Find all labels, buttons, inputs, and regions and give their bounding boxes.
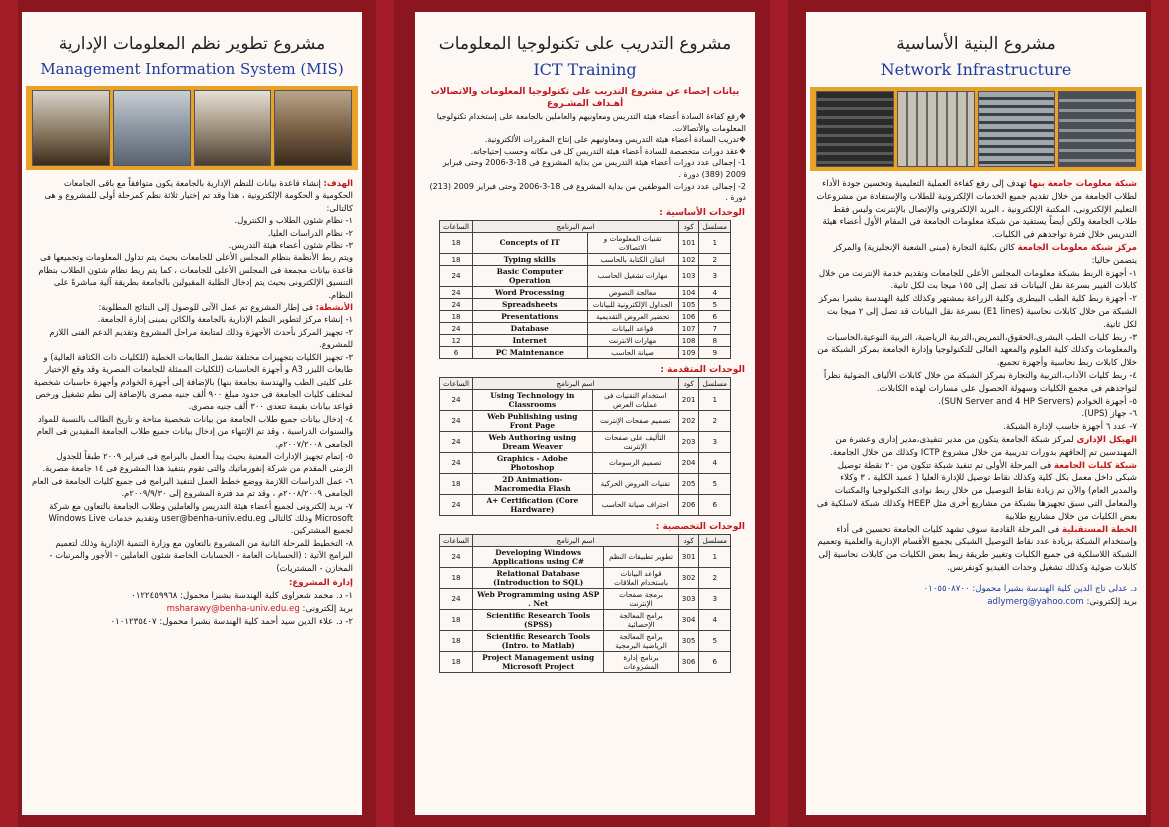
network-list-item: ٥- أجهزة الخوادم (SUN Server and 4 HP Servers). [938, 396, 1137, 407]
course-name-en: Scientific Research Tools (SPSS) [473, 609, 604, 630]
course-seq: 8 [699, 334, 731, 346]
course-code: 305 [678, 630, 699, 651]
mis-list-item: ٧- بريد إلكترونى لجميع أعضاء هيئة التدريس والعاملين وطلاب الجامعة بالتعاون مع شركة Microsoft وذلك كالتالى user@benha-univ.edu.eg وتقديم خدمات Windows Live لجميع المشتركين. [48, 500, 353, 536]
code-header: كود [678, 377, 699, 389]
project-management-label: إدارة المشروع: [289, 578, 353, 588]
mis-list-item: ٢- نظام الدراسات العليا. [268, 227, 353, 238]
course-seq: 3 [699, 431, 731, 452]
course-seq: 5 [699, 473, 731, 494]
mis-paragraph: الهدف: إنشاء قاعدة بيانات للنظم الإدارية بالجامعة يكون متوافقاً مع باقى الجامعات الحكومية و الحكومة الإلكترونية ، هذا وقد تم إختيار ثلاثة نظم كمرحلة أولى للمشروع و هى كالتالى: [44, 178, 353, 213]
course-name-ar: تصميم الرسومات [592, 452, 678, 473]
network-body [806, 178, 1146, 575]
course-seq: 4 [699, 452, 731, 473]
course-name-en: Typing skills [473, 253, 587, 265]
mis-list-item: ١- نظام شئون الطلاب و الكنترول. [234, 215, 353, 226]
course-seq: 5 [699, 298, 731, 310]
course-name-ar: تحضير العروض التقديمية [587, 310, 678, 322]
course-row [440, 630, 731, 651]
course-code: 106 [678, 310, 699, 322]
mis-list-item: ٦- عمل الدراسات اللازمة ووضع خطط العمل لتنفيذ البرامج فى جميع كليات الجامعة فى العام الجامعى ٢٠٠٨/٢٠٠٩م ، وقد تم مد فترة المشروع إلى ٢٠٠٩/٩/٣٠م. [32, 475, 353, 499]
stat-item: 2- إجمالى عدد دورات الموظفين من بداية المشروع فى 18-3-2006 وحتى فبراير 2009 (213) دورة . [429, 181, 746, 203]
course-row [440, 651, 731, 672]
course-hours: 24 [440, 546, 473, 567]
mis-list-item: ٣- نظام شئون أعضاء هيئة التدريس. [228, 240, 353, 251]
program-name-header: اسم البرنامج [473, 220, 679, 232]
course-row [440, 546, 731, 567]
course-code: 202 [678, 410, 699, 431]
course-name-en: Word Processing [473, 286, 587, 298]
course-name-ar: التأليف على صفحات الإنترنت [592, 431, 678, 452]
course-code: 204 [678, 452, 699, 473]
goal-item: ❖رفع كفاءة السادة أعضاء هيئة التدريس ومعاونيهم والعاملين بالجامعة على إستخدام تكنولوجيا المعلومات والأتصالات. [436, 112, 746, 133]
network-photo-strip [810, 87, 1142, 171]
mis-body [22, 177, 362, 574]
network-list-item: ١- أجهزة الربط بشبكة معلومات المجلس الأعلى للجامعات وتقديم خدمة الإنترنت من خلال كابلات الفيبر بسرعة نقل البيانات قد تصل إلى ١٥٥ ميجا بت لكل ثانية. [818, 268, 1137, 292]
course-name-ar: اتقان الكتابة بالحاسب [587, 253, 678, 265]
mis-list-item: ٣- تجهيز الكليات بتجهيزات مختلفة تشمل الطابعات الخطية (للكليات ذات الكثافة العالية) و طابعات الليزر A3 و أجهزة الحاسبات (للكليات الممثلة للجامعات المصرية وقد وقع الإختيار على كليتى الطب والهندسة بجامعة بنها) بالإضافة إلى أجهزة الخوادم وأجهزة حاسبات شخصية لمختلف كليات الجامعة فى حدود مبلغ ٩٠٠ ألف جنيه مصرى بالإضافة إلى نظم تشغيل ورخص قواعد بيانات بقيمة تتعدى ٣٠٠ ألف جنيه مصرى. [33, 351, 353, 412]
office-photo [32, 90, 110, 166]
course-name-en: Concepts of IT [473, 232, 587, 253]
course-hours: 24 [440, 322, 473, 334]
email-link[interactable]: msharawy@benha-univ.edu.eg [166, 604, 300, 614]
course-name-ar: برنامج إدارة المشروعات [604, 651, 678, 672]
advanced-units-table [439, 377, 731, 516]
contact-line: د. عدلى تاج الدين كلية الهندسة بشبرا محمول: ٠١٠٥٥٠٨٧٠٠ [923, 583, 1137, 594]
mis-list-item: ٥- إتمام تجهيز الإدارات المعنية بحيث يبدأ العمل بالبرامج فى فبراير ٢٠٠٩ طبقاً للجدول الزمنى المقدم من شركة إنفورماتيك والتى تقوم بتنفيذ هذا المشروع فى ١٤ جامعة مصرية. [42, 450, 353, 474]
mis-title-en: Management Information System (MIS) [40, 60, 344, 78]
course-name-en: Scientific Research Tools (Intro. to Matlab) [473, 630, 604, 651]
goal-item: ❖عقد دورات متخصصة للسادة أعضاء هيئة التدريس كل فى مكانه وحسب إحتياجاته. [470, 146, 746, 156]
mis-panel [22, 12, 362, 815]
code-header: كود [678, 220, 699, 232]
server-room-photo [113, 90, 191, 166]
basic-units-title: الوحدات الأساسية : [659, 207, 745, 218]
course-code: 102 [678, 253, 699, 265]
course-name-ar: تقنيات العروض الحركية [592, 473, 678, 494]
course-name-en: Web Publishing using Front Page [473, 410, 593, 431]
course-row [440, 310, 731, 322]
course-name-ar: مهارات تشغيل الحاسب [587, 265, 678, 286]
course-code: 206 [678, 494, 699, 515]
program-name-header: اسم البرنامج [473, 534, 679, 546]
course-code: 104 [678, 286, 699, 298]
mis-paragraph: الأنشطة: فى إطار المشروع تم عمل الآتى للوصول إلى النتائج المطلوبة: [98, 302, 353, 313]
course-name-en: Web Programming using ASP . Net [473, 588, 604, 609]
course-name-en: Internet [473, 334, 587, 346]
mis-list-item: ٨- التخطيط للمرحلة الثانية من المشروع بالتعاون مع وزارة التنمية الإدارية وذلك لتعميم البرامج الآتية : (الحسابات العامة - الحسابات الخاصة شئون العاملين - الأجور والمرتبات - المخازن - المشتريات) [49, 537, 353, 573]
course-row [440, 322, 731, 334]
fold-stripe-2 [770, 0, 788, 827]
course-hours: 24 [440, 494, 473, 515]
mis-list-item: ٢- تجهيز المركز بأحدث الأجهزة وذلك لمتابعة مراحل المشروع وتقديم الدعم الفنى اللازم للمشروع. [49, 326, 353, 350]
course-code: 107 [678, 322, 699, 334]
course-code: 304 [678, 609, 699, 630]
course-code: 101 [678, 232, 699, 253]
course-row [440, 298, 731, 310]
course-name-ar: برامج المعالجة الإحصائية [604, 609, 678, 630]
email-line: بريد إلكترونى: msharawy@benha-univ.edu.eg [166, 604, 353, 614]
course-name-en: Graphics - Adobe Photoshop [473, 452, 593, 473]
course-seq: 6 [699, 494, 731, 515]
fold-stripe-1 [376, 0, 394, 827]
course-row [440, 588, 731, 609]
course-hours: 24 [440, 452, 473, 473]
course-seq: 4 [699, 609, 731, 630]
network-title-ar: مشروع البنية الأساسية [896, 34, 1056, 54]
course-row [440, 286, 731, 298]
mis-contacts [22, 577, 362, 629]
course-code: 301 [678, 546, 699, 567]
course-hours: 24 [440, 431, 473, 452]
course-hours: 18 [440, 253, 473, 265]
course-seq: 6 [699, 651, 731, 672]
program-name-header: اسم البرنامج [473, 377, 679, 389]
course-name-ar: احتراف صيانة الحاسب [592, 494, 678, 515]
course-row [440, 431, 731, 452]
network-paragraph: الخطة المستقبلية فى المرحلة القادمة سوف تشهد كليات الجامعة تحسين فى أداء وإستخدام الشبكة بزيادة عدد نقاط التوصيل الشبكى بجميع الأقسام الإدارية والعلمية وتعميم الشبكة اللاسلكية فى جميع الكليات وتغيير طريقة ربط بعض الكليات من كابلات نحاسية إلى كابلات ضوئية وكذلك تشغيل وحدات الفيديو كونفرنس. [817, 524, 1137, 573]
course-name-en: Web Authoring using Dream Weaver [473, 431, 593, 452]
network-paragraph: الهيكل الإدارى لمركز شبكة الجامعة يتكون من مدير تنفيذى،مدير إدارى وعشرة من المهندسين تم إلحاقهم بدورات تدريبية من خلال مشروع ICTP وكذلك من خلال الجامعة. [830, 434, 1137, 458]
network-list-item: ٤- ربط كليات الآداب،التربية والتجارة بمركز الشبكة من خلال كابلات الألياف الضوئية نظراً لتواجدهم فى مجمع الكليات وسهولة الحصول على مسارات لهذه الكابلات. [823, 370, 1137, 394]
network-paragraph: شبكة كليات الجامعة فى المرحلة الأولى تم تنفيذ شبكة تتكون من ٢٠ نقطة توصيل شبكى داخل معمل بكل كلية وكذلك نقاط توصيل للإدارة العليا ( عميد الكلية ، ٣ وكلاء والمدير العام) والآن تم زيادة نقاط التوصيل من خلال ربط نوادى التكنولوجيا والمكتبات والمعامل التى سبق تجهيزها بشبكة من مشاريع أخرى مثل HEEP وكذلك شبكة لاسلكية فى بعض الكليات من خلال مشاريع طلابية [816, 460, 1137, 522]
course-code: 302 [678, 567, 699, 588]
stat-item: 1- إجمالى عدد دورات أعضاء هيئة التدريس من بداية المشروع فى 18-3-2006 وحتى فبراير 2009 (389) دورة . [442, 158, 746, 179]
course-hours: 24 [440, 298, 473, 310]
course-hours: 18 [440, 232, 473, 253]
course-hours: 18 [440, 567, 473, 588]
course-seq: 7 [699, 322, 731, 334]
course-code: 203 [678, 431, 699, 452]
course-hours: 18 [440, 310, 473, 322]
network-list-item: ٢- أجهزة ربط كلية الطب البيطرى وكلية الزراعة بمشتهر وكذلك كلية الهندسة بشبرا بمركز الشبكة من خلال كابلات نحاسية (E1 lines) بسرعة نقل البيانات قد تصل إلى ٢ ميجا بت لكل ثانية. [818, 294, 1137, 330]
course-name-ar: تطوير تطبيقات النظم [604, 546, 678, 567]
course-name-en: Relational Database (Introduction to SQL) [473, 567, 604, 588]
course-name-ar: تصميم صفحات الإنترنت [592, 410, 678, 431]
course-name-en: A+ Certification (Core Hardware) [473, 494, 593, 515]
course-row [440, 346, 731, 358]
email-link[interactable]: adlymerg@yahoo.com [987, 596, 1084, 607]
course-row [440, 567, 731, 588]
course-name-ar: برامج المعالجة الرياضية البرمجية [604, 630, 678, 651]
course-hours: 18 [440, 473, 473, 494]
course-seq: 5 [699, 630, 731, 651]
ict-title-en: ICT Training [533, 60, 637, 79]
course-hours: 18 [440, 609, 473, 630]
course-hours: 24 [440, 389, 473, 410]
course-code: 105 [678, 298, 699, 310]
network-paragraph: مركز شبكة معلومات الجامعة كائن بكلية التجارة (مبنى الشعبة الإنجليزية) والمركز يتضمن حاليا: [833, 242, 1137, 266]
course-hours: 24 [440, 588, 473, 609]
network-list-item: ٧- عدد ٦ أجهزة حاسب لإدارة الشبكة. [1003, 422, 1137, 433]
course-name-ar: معالجة النصوص [587, 286, 678, 298]
contact-line: ٢- د. علاء الدين سيد أحمد كلية الهندسة بشبرا محمول: ٠١٠١٢٣٥٤٠٧ [110, 617, 353, 627]
seq-header: مسلسل [699, 377, 731, 389]
course-hours: 24 [440, 286, 473, 298]
mis-paragraph: ويتم ربط الأنظمة بنظام المجلس الأعلى للجامعات بحيث يتم تداول المعلومات وتجميعها فى قاعدة بيانات مجمعة فى المجلس الأعلى للجامعات ، كما يتم ربط نظام شئون الطلاب بنظام التنسيق الإلكترونى بحيث يتم إدخال الطلبة المقبولين بالجامعة بطريقة آلية مباشرةً على النظام. [38, 252, 353, 300]
computer-lab-photo [194, 90, 272, 166]
course-name-ar: تقنيات المعلومات و الاتصالات [587, 232, 678, 253]
left-border-stripe [0, 0, 18, 827]
course-hours: 18 [440, 651, 473, 672]
course-seq: 3 [699, 588, 731, 609]
network-rack-photo [897, 91, 975, 167]
course-name-ar: صيانة الحاسب [587, 346, 678, 358]
course-name-ar: الجداول الإلكترونية للبيانات [587, 298, 678, 310]
hours-header: الساعات [440, 377, 473, 389]
course-hours: 24 [440, 265, 473, 286]
course-seq: 2 [699, 253, 731, 265]
course-code: 205 [678, 473, 699, 494]
ict-title-ar: مشروع التدريب على تكنولوجيا المعلومات [438, 34, 732, 54]
course-seq: 2 [699, 567, 731, 588]
course-code: 306 [678, 651, 699, 672]
course-name-en: Spreadsheets [473, 298, 587, 310]
course-seq: 3 [699, 265, 731, 286]
course-name-en: 2D Animation- Macromedia Flash [473, 473, 593, 494]
basic-units-table [439, 220, 731, 359]
course-name-en: Database [473, 322, 587, 334]
stats-title: بيانات إحصاء عن مشروع التدريب على تكنولوجيا المعلومات والاتصالات [430, 87, 740, 97]
server-rack-photo [816, 91, 894, 167]
mis-list-item: ٤- إدخال بيانات جميع طلاب الجامعة من بيانات شخصية متاحة و تاريخ الطالب بالنسبة للمواد والسنوات الدراسية ، وقد تم الإنتهاء من إدخال بيانات جميع طلاب الجامعة المقيدين فى العام الجامعى ٢٠٠٧/٢٠٠٨م. [36, 413, 353, 449]
course-code: 303 [678, 588, 699, 609]
course-row [440, 334, 731, 346]
course-hours: 12 [440, 334, 473, 346]
course-seq: 1 [699, 389, 731, 410]
course-name-en: Using Technology in Classrooms [473, 389, 593, 410]
course-hours: 24 [440, 410, 473, 431]
network-title-en: Network Infrastructure [880, 60, 1072, 79]
mis-title-ar: مشروع تطوير نظم المعلومات الإدارية [58, 34, 326, 54]
network-paragraph: شبكة معلومات جامعة بنها تهدف إلى رفع كفاءة العملية التعليمية وتحسين جودة الأداء لطلاب الجامعة من خلال تقديم جميع الخدمات الإلكترونية للطلاب والإستفادة من مشروعات التعليم الإلكترونى، المكتبة الإلكترونية ، البريد الإلكترونى والإتصال بالإنترنت وليس فقط طلاب الجامعة ولكن أيضاً يستفيد من شبكة معلومات الجامعة فى المقام الأول أعضاء هيئة التدريس خلال فترة تواجدهم فى الكليات. [816, 179, 1137, 241]
course-code: 109 [678, 346, 699, 358]
patch-panel-photo [1058, 91, 1136, 167]
course-hours: 6 [440, 346, 473, 358]
special-units-title: الوحدات التخصصية : [655, 521, 745, 532]
course-seq: 4 [699, 286, 731, 298]
course-row [440, 609, 731, 630]
course-seq: 1 [699, 232, 731, 253]
switch-panel-photo [978, 91, 1056, 167]
course-seq: 1 [699, 546, 731, 567]
course-name-ar: استخدام التقنيات فى عمليات العرض [592, 389, 678, 410]
mis-photo-strip [26, 86, 358, 170]
ict-training-panel [415, 12, 755, 815]
course-name-en: Basic Computer Operation [473, 265, 587, 286]
email-line: بريد إلكترونى: adlymerg@yahoo.com [987, 596, 1137, 607]
network-list-item: ٦- جهاز (UPS). [1081, 409, 1137, 420]
course-hours: 18 [440, 630, 473, 651]
course-name-ar: قواعد البيانات باستخدام العلاقات [604, 567, 678, 588]
course-name-en: Presentations [473, 310, 587, 322]
course-row [440, 410, 731, 431]
network-list-item: ٣- ربط كليات الطب البشرى،الحقوق،التمريض،التربية الرياضية، التربية النوعية،الحاسبات والمعلومات وكذلك كلية العلوم والمعهد العالى للتكنولوجيا وإدارة الجامعة بمركز الشبكة من خلال كابلات ربط نحاسية وأجهزة تجميع. [817, 332, 1137, 369]
course-name-en: Developing Windows Applications using C# [473, 546, 604, 567]
mis-list-item: ١- إنشاء مركز لتطوير النظم الإدارية بالجامعة والكائن بمبنى إدارة الجامعة. [97, 314, 353, 325]
goals-list [415, 111, 755, 204]
course-row [440, 452, 731, 473]
special-units-table [439, 534, 731, 673]
course-name-ar: برمجة صفحات الإنترنت [604, 588, 678, 609]
hours-header: الساعات [440, 534, 473, 546]
course-code: 201 [678, 389, 699, 410]
goals-title: أهـداف المشـروع [546, 99, 624, 109]
seq-header: مسلسل [699, 220, 731, 232]
course-row [440, 494, 731, 515]
course-seq: 6 [699, 310, 731, 322]
course-code: 108 [678, 334, 699, 346]
advanced-units-title: الوحدات المتقدمة : [660, 364, 745, 375]
course-code: 103 [678, 265, 699, 286]
network-contact [806, 583, 1146, 609]
course-name-ar: قواعد البيانات [587, 322, 678, 334]
hours-header: الساعات [440, 220, 473, 232]
contact-line: ١- د. محمد شعراوى كلية الهندسة بشبرا محمول: ٠١٢٢٤٥٩٩٦٨ [131, 591, 353, 601]
course-row [440, 253, 731, 265]
course-name-en: Project Management using Microsoft Project [473, 651, 604, 672]
course-seq: 2 [699, 410, 731, 431]
course-name-en: PC Maintenance [473, 346, 587, 358]
seq-header: مسلسل [699, 534, 731, 546]
course-seq: 9 [699, 346, 731, 358]
course-row [440, 473, 731, 494]
code-header: كود [678, 534, 699, 546]
course-row [440, 389, 731, 410]
goal-item: ❖تدريب السادة أعضاء هيئة التدريس ومعاونيهم على إنتاج المقررات الألكترونية. [484, 135, 746, 145]
network-infrastructure-panel [806, 12, 1146, 815]
right-border-stripe [1151, 0, 1169, 827]
training-room-photo [274, 90, 352, 166]
course-row [440, 232, 731, 253]
course-row [440, 265, 731, 286]
course-name-ar: مهارات الانترنت [587, 334, 678, 346]
